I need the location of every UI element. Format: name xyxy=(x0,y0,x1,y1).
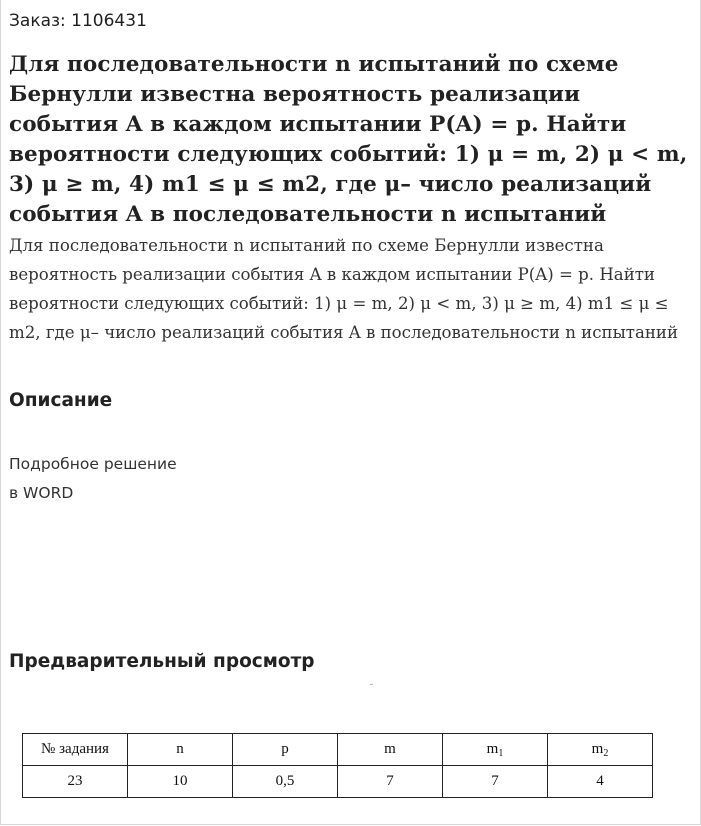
table-header-cell xyxy=(233,734,338,766)
header-text: n xyxy=(176,741,184,757)
table-cell: 4 xyxy=(548,766,653,798)
table-header-cell xyxy=(338,734,443,766)
header-text: m xyxy=(486,740,499,757)
preview-heading: Предварительный просмотр xyxy=(9,651,315,672)
table-header-row xyxy=(23,734,653,766)
table-cell: 10 xyxy=(128,766,233,798)
description-heading: Описание xyxy=(9,390,113,411)
table-header-cell xyxy=(23,734,128,766)
table-header-cell xyxy=(548,734,653,766)
order-number: Заказ: 1106431 xyxy=(9,11,147,31)
table-cell: 0,5 xyxy=(233,766,338,798)
header-subscript: 2 xyxy=(603,747,609,759)
header-text: m xyxy=(384,741,396,757)
table-header-cell xyxy=(443,734,548,766)
table-cell: 7 xyxy=(338,766,443,798)
description-line-2: в WORD xyxy=(9,484,74,502)
description-line-1: Подробное решение xyxy=(9,455,177,473)
task-description: Для последовательности n испытаний по схеме Бернулли известна вероятность реализации события A в каждом испытании P(A) = p. Найти вероятности следующих событий: 1) μ = m, 2) μ < m, 3) μ ≥ m, 4) m1 ≤ μ ≤ m2, где μ– число реализаций события A в последовательности n испытаний xyxy=(9,236,679,342)
header-text: № задания xyxy=(41,741,109,757)
table-cell: 7 xyxy=(443,766,548,798)
table-cell: 23 xyxy=(23,766,128,798)
header-text: p xyxy=(281,741,289,757)
page-title: Для последовательности n испытаний по схеме Бернулли известна вероятность реализации события A в каждом испытании P(A) = p. Найти вероятности следующих событий: 1) μ = m, 2) μ < m, 3) μ ≥ m, 4) m1 ≤ μ ≤ m2, где μ– число реализаций события A в последовательности n испытаний xyxy=(9,52,688,227)
table-header-cell xyxy=(128,734,233,766)
preview-artifact-dot xyxy=(370,684,373,685)
header-text: m xyxy=(591,740,604,757)
preview-table xyxy=(22,733,653,798)
header-subscript: 1 xyxy=(498,747,504,759)
table-row xyxy=(23,766,653,798)
